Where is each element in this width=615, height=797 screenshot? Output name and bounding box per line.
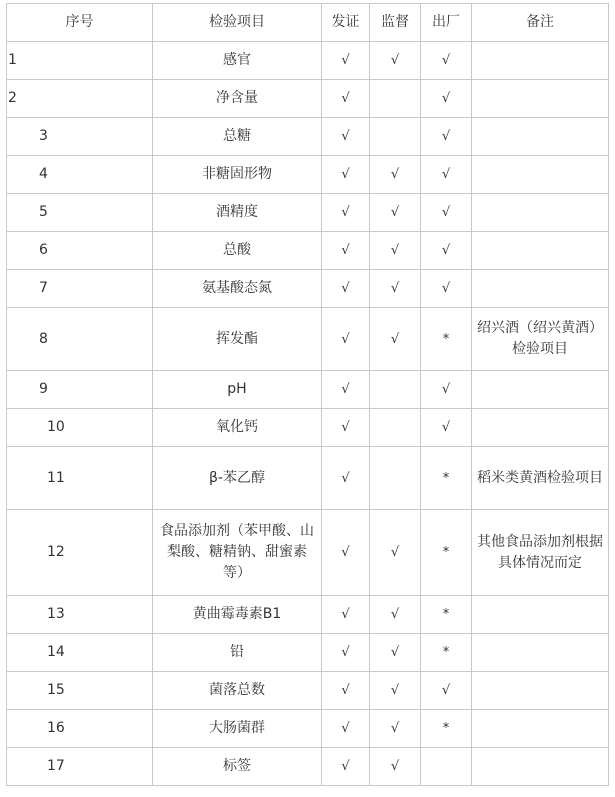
seq-cell: 7: [7, 270, 153, 308]
issue-mark-cell: √: [322, 634, 370, 672]
table-row: [7, 232, 609, 270]
item-cell: pH: [153, 371, 322, 409]
table-row: [7, 156, 609, 194]
item-cell: 总酸: [153, 232, 322, 270]
factory-mark-cell: *: [421, 510, 472, 596]
issue-mark-cell: √: [322, 80, 370, 118]
note-cell: 稻米类黄酒检验项目: [472, 447, 609, 510]
factory-mark-cell: *: [421, 710, 472, 748]
issue-mark-cell: √: [322, 42, 370, 80]
note-cell: [472, 156, 609, 194]
table-row: [7, 634, 609, 672]
header-issue: 发证: [322, 4, 370, 42]
issue-mark-cell: √: [322, 270, 370, 308]
item-cell: 非糖固形物: [153, 156, 322, 194]
note-cell: [472, 748, 609, 786]
table-row: [7, 270, 609, 308]
factory-mark-cell: √: [421, 371, 472, 409]
item-cell: 菌落总数: [153, 672, 322, 710]
table-row: [7, 308, 609, 371]
table-row: [7, 447, 609, 510]
header-item: 检验项目: [153, 4, 322, 42]
table-row: [7, 409, 609, 447]
table-row: [7, 42, 609, 80]
seq-cell: 8: [7, 308, 153, 371]
issue-mark-cell: √: [322, 232, 370, 270]
supervise-mark-cell: √: [370, 308, 421, 371]
seq-cell: 11: [7, 447, 153, 510]
note-cell: [472, 80, 609, 118]
table-row: [7, 80, 609, 118]
item-cell: 净含量: [153, 80, 322, 118]
factory-mark-cell: √: [421, 80, 472, 118]
item-cell: 氨基酸态氮: [153, 270, 322, 308]
issue-mark-cell: √: [322, 118, 370, 156]
note-cell: [472, 270, 609, 308]
seq-cell: 2: [7, 80, 153, 118]
note-cell: [472, 42, 609, 80]
seq-cell: 17: [7, 748, 153, 786]
table-header: [7, 4, 609, 42]
seq-cell: 4: [7, 156, 153, 194]
header-note: 备注: [472, 4, 609, 42]
factory-mark-cell: √: [421, 232, 472, 270]
note-cell: [472, 596, 609, 634]
issue-mark-cell: √: [322, 308, 370, 371]
supervise-mark-cell: [370, 447, 421, 510]
supervise-mark-cell: √: [370, 710, 421, 748]
supervise-mark-cell: √: [370, 634, 421, 672]
seq-cell: 12: [7, 510, 153, 596]
seq-cell: 15: [7, 672, 153, 710]
item-cell: 感官: [153, 42, 322, 80]
note-cell: [472, 672, 609, 710]
header-seq: 序号: [7, 4, 153, 42]
issue-mark-cell: √: [322, 194, 370, 232]
factory-mark-cell: √: [421, 118, 472, 156]
supervise-mark-cell: [370, 118, 421, 156]
note-cell: 其他食品添加剂根据具体情况而定: [472, 510, 609, 596]
seq-cell: 9: [7, 371, 153, 409]
factory-mark-cell: √: [421, 194, 472, 232]
table-row: [7, 596, 609, 634]
seq-cell: 10: [7, 409, 153, 447]
header-factory: 出厂: [421, 4, 472, 42]
factory-mark-cell: *: [421, 308, 472, 371]
item-cell: 挥发酯: [153, 308, 322, 371]
table-body: [7, 42, 609, 786]
table-row: [7, 194, 609, 232]
factory-mark-cell: √: [421, 409, 472, 447]
note-cell: [472, 634, 609, 672]
note-cell: [472, 232, 609, 270]
item-cell: 酒精度: [153, 194, 322, 232]
table-row: [7, 371, 609, 409]
item-cell: 标签: [153, 748, 322, 786]
note-cell: [472, 371, 609, 409]
factory-mark-cell: [421, 748, 472, 786]
supervise-mark-cell: [370, 80, 421, 118]
table-row: [7, 672, 609, 710]
item-cell: 总糖: [153, 118, 322, 156]
seq-cell: 16: [7, 710, 153, 748]
seq-cell: 14: [7, 634, 153, 672]
note-cell: 绍兴酒（绍兴黄酒）检验项目: [472, 308, 609, 371]
item-cell: 大肠菌群: [153, 710, 322, 748]
supervise-mark-cell: √: [370, 156, 421, 194]
factory-mark-cell: √: [421, 42, 472, 80]
table-row: [7, 748, 609, 786]
seq-cell: 13: [7, 596, 153, 634]
issue-mark-cell: √: [322, 672, 370, 710]
supervise-mark-cell: √: [370, 672, 421, 710]
item-cell: 氧化钙: [153, 409, 322, 447]
seq-cell: 6: [7, 232, 153, 270]
seq-cell: 3: [7, 118, 153, 156]
item-cell: 食品添加剂（苯甲酸、山梨酸、糖精钠、甜蜜素等）: [153, 510, 322, 596]
supervise-mark-cell: √: [370, 232, 421, 270]
header-row: [7, 4, 609, 42]
supervise-mark-cell: √: [370, 748, 421, 786]
issue-mark-cell: √: [322, 156, 370, 194]
seq-cell: 1: [7, 42, 153, 80]
inspection-table: [6, 3, 609, 786]
note-cell: [472, 409, 609, 447]
item-cell: 铅: [153, 634, 322, 672]
table-row: [7, 510, 609, 596]
factory-mark-cell: *: [421, 447, 472, 510]
issue-mark-cell: √: [322, 710, 370, 748]
issue-mark-cell: √: [322, 371, 370, 409]
issue-mark-cell: √: [322, 748, 370, 786]
table-row: [7, 710, 609, 748]
note-cell: [472, 194, 609, 232]
factory-mark-cell: √: [421, 270, 472, 308]
note-cell: [472, 118, 609, 156]
factory-mark-cell: *: [421, 634, 472, 672]
header-supervise: 监督: [370, 4, 421, 42]
supervise-mark-cell: √: [370, 270, 421, 308]
note-cell: [472, 710, 609, 748]
table-row: [7, 118, 609, 156]
supervise-mark-cell: √: [370, 42, 421, 80]
item-cell: 黄曲霉毒素B1: [153, 596, 322, 634]
issue-mark-cell: √: [322, 447, 370, 510]
issue-mark-cell: √: [322, 510, 370, 596]
factory-mark-cell: √: [421, 672, 472, 710]
issue-mark-cell: √: [322, 596, 370, 634]
factory-mark-cell: √: [421, 156, 472, 194]
supervise-mark-cell: [370, 371, 421, 409]
factory-mark-cell: *: [421, 596, 472, 634]
item-cell: β-苯乙醇: [153, 447, 322, 510]
supervise-mark-cell: √: [370, 510, 421, 596]
supervise-mark-cell: [370, 409, 421, 447]
supervise-mark-cell: √: [370, 596, 421, 634]
supervise-mark-cell: √: [370, 194, 421, 232]
seq-cell: 5: [7, 194, 153, 232]
issue-mark-cell: √: [322, 409, 370, 447]
